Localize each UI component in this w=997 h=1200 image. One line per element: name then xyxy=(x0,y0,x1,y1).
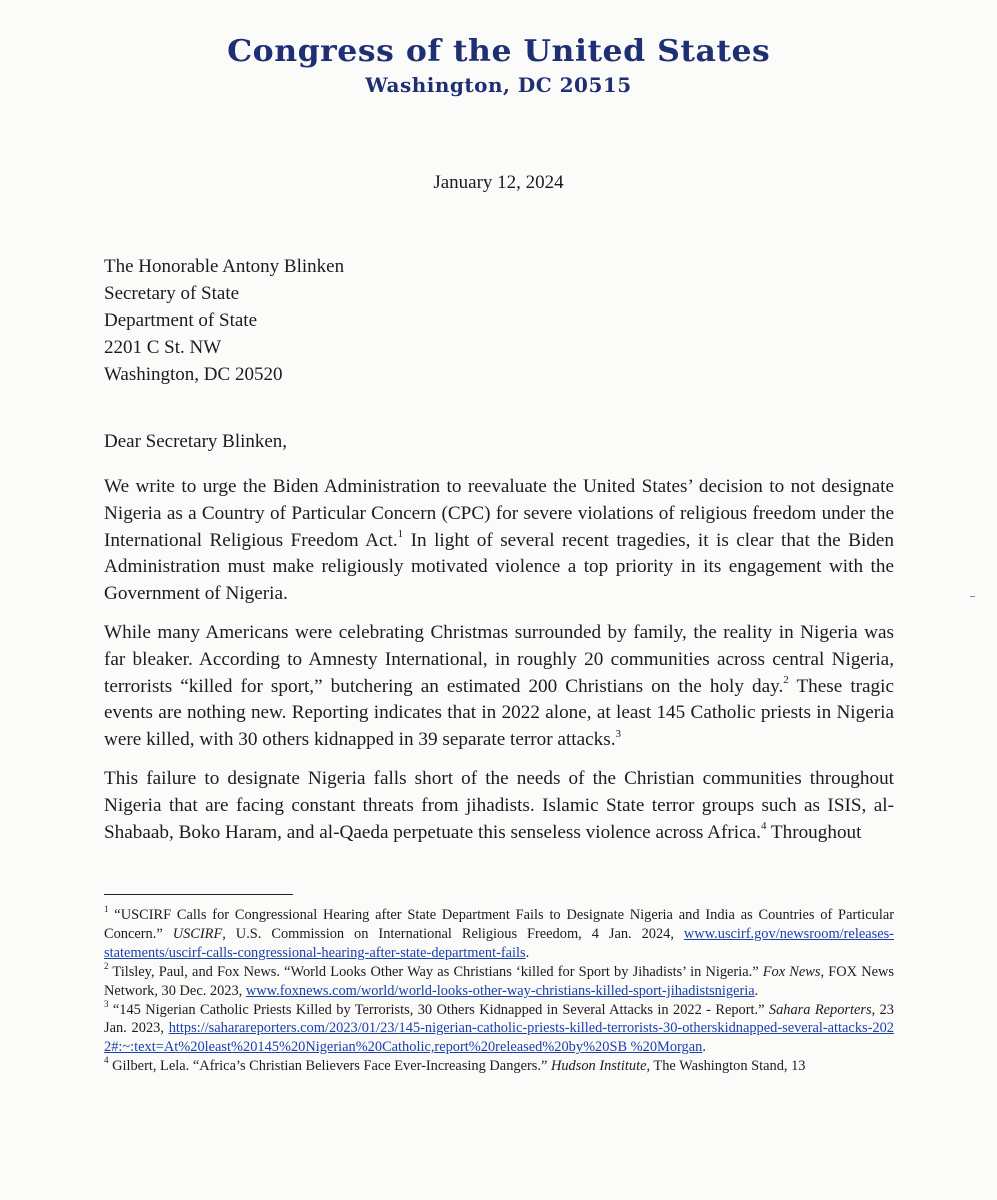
footnote-divider xyxy=(104,894,293,895)
salutation: Dear Secretary Blinken, xyxy=(104,431,288,452)
paragraph-2-text-a: While many Americans were celebrating Christmas surrounded by family, the reality in Nigeria was far bleaker. According to Amnesty International, in roughly 20 communities across central Nigeria, terrorists “killed for sport,” butchering an estimated 200 Christians on the holy day. xyxy=(104,622,894,697)
footnote-source: Sahara Reporters xyxy=(768,1001,872,1018)
recipient-city: Washington, DC 20520 xyxy=(104,364,283,385)
footnote-text: , The Washington Stand, 13 xyxy=(646,1058,806,1075)
footnote-source: Fox News xyxy=(762,963,821,980)
footnote-text: , 23 Jan. 2023, xyxy=(104,1001,894,1037)
footnote-number: 4 xyxy=(104,1055,109,1066)
footnote-1 xyxy=(104,906,894,963)
footnote-number: 1 xyxy=(104,904,109,915)
footnote-number: 3 xyxy=(104,998,109,1009)
recipient-address xyxy=(104,253,344,388)
letter-date: January 12, 2024 xyxy=(433,172,564,193)
footnote-link[interactable]: www.uscirf.gov/newsroom/releases-statements/uscirf-calls-congressional-hearing-after-state-department-fails xyxy=(104,925,894,961)
letterhead-title: Congress of the United States xyxy=(226,34,771,69)
paragraph-1-text-a: We write to urge the Biden Administration to reevaluate the United States’ decision to not designate Nigeria as a Country of Particular Concern (CPC) for severe violations of religious freedom under the International Religious Freedom Act. xyxy=(104,476,894,551)
scan-mark xyxy=(970,596,975,597)
footnote-link[interactable]: www.foxnews.com/world/world-looks-other-way-christians-killed-sport-jihadistsnigeria xyxy=(245,982,755,999)
recipient-street: 2201 C St. NW xyxy=(104,337,222,358)
footnote-4 xyxy=(104,1057,894,1076)
footnote-ref-1: 1 xyxy=(397,528,404,541)
paragraph-3-text-a: This failure to designate Nigeria falls short of the needs of the Christian communities throughout Nigeria that are facing constant threats from jihadists. Islamic State terror groups such as ISIS, al-Shabaab, Boko Haram, and al-Qaeda perpetuate this senseless violence across Africa. xyxy=(104,768,894,843)
footnote-ref-2: 2 xyxy=(783,674,789,687)
footnote-source: Hudson Institute xyxy=(550,1058,647,1075)
footnote-text: , U.S. Commission on International Religious Freedom, 4 Jan. 2024, xyxy=(222,925,684,942)
footnote-2 xyxy=(104,960,894,1001)
footnote-source: USCIRF xyxy=(172,925,223,942)
paragraph-1 xyxy=(104,474,894,608)
footnote-ref-3: 3 xyxy=(615,727,621,740)
letterhead xyxy=(0,34,997,97)
footnote-link[interactable]: https://saharareporters.com/2023/01/23/145-nigerian-catholic-priests-killed-terrorists-30-otherskidnapped-several-attacks-2022#:~:text=At%20least%20145%20Nigerian%20Catholic,report%20released%20by%20SB %20Morgan xyxy=(104,1020,894,1056)
paragraph-2 xyxy=(104,620,894,754)
footnote-text: . xyxy=(754,982,759,999)
footnote-3 xyxy=(104,998,894,1058)
letterhead-address: Washington, DC 20515 xyxy=(365,73,632,97)
footnote-text: Gilbert, Lela. “Africa’s Christian Believers Face Ever-Increasing Dangers.” xyxy=(108,1058,551,1075)
paragraph-1-text-b: In light of several recent tragedies, it is clear that the Biden Administration must make religiously motivated violence a top priority in its engagement with the Government of Nigeria. xyxy=(104,529,894,605)
recipient-department: Department of State xyxy=(104,310,258,331)
footnote-number: 2 xyxy=(104,960,109,971)
footnote-text: . xyxy=(702,1039,706,1056)
paragraph-3-text-b: Throughout xyxy=(766,821,862,843)
footnote-text: “145 Nigerian Catholic Priests Killed by Terrorists, 30 Others Kidnapped in Several Attacks in 2022 - Report.” xyxy=(108,1001,769,1018)
footnote-text: , FOX News Network, 30 Dec. 2023, xyxy=(104,963,894,999)
footnote-ref-4: 4 xyxy=(760,820,767,833)
paragraph-2-text-b: These tragic events are nothing new. Reporting indicates that in 2022 alone, at least 145 Catholic priests in Nigeria were killed, with 30 others kidnapped in 39 separate terror attacks. xyxy=(104,675,894,751)
footnotes xyxy=(104,906,894,1076)
footnote-text: Tilsley, Paul, and Fox News. “World Looks Other Way as Christians ‘killed for Sport by Jihadists’ in Nigeria.” xyxy=(108,963,763,980)
footnote-text: “USCIRF Calls for Congressional Hearing after State Department Fails to Designate Nigeria and India as Countries of Particular Concern.” xyxy=(104,907,894,942)
footnote-text: . xyxy=(525,944,530,961)
recipient-name: The Honorable Antony Blinken xyxy=(104,256,345,277)
paragraph-3 xyxy=(104,766,894,846)
recipient-title: Secretary of State xyxy=(104,283,240,304)
